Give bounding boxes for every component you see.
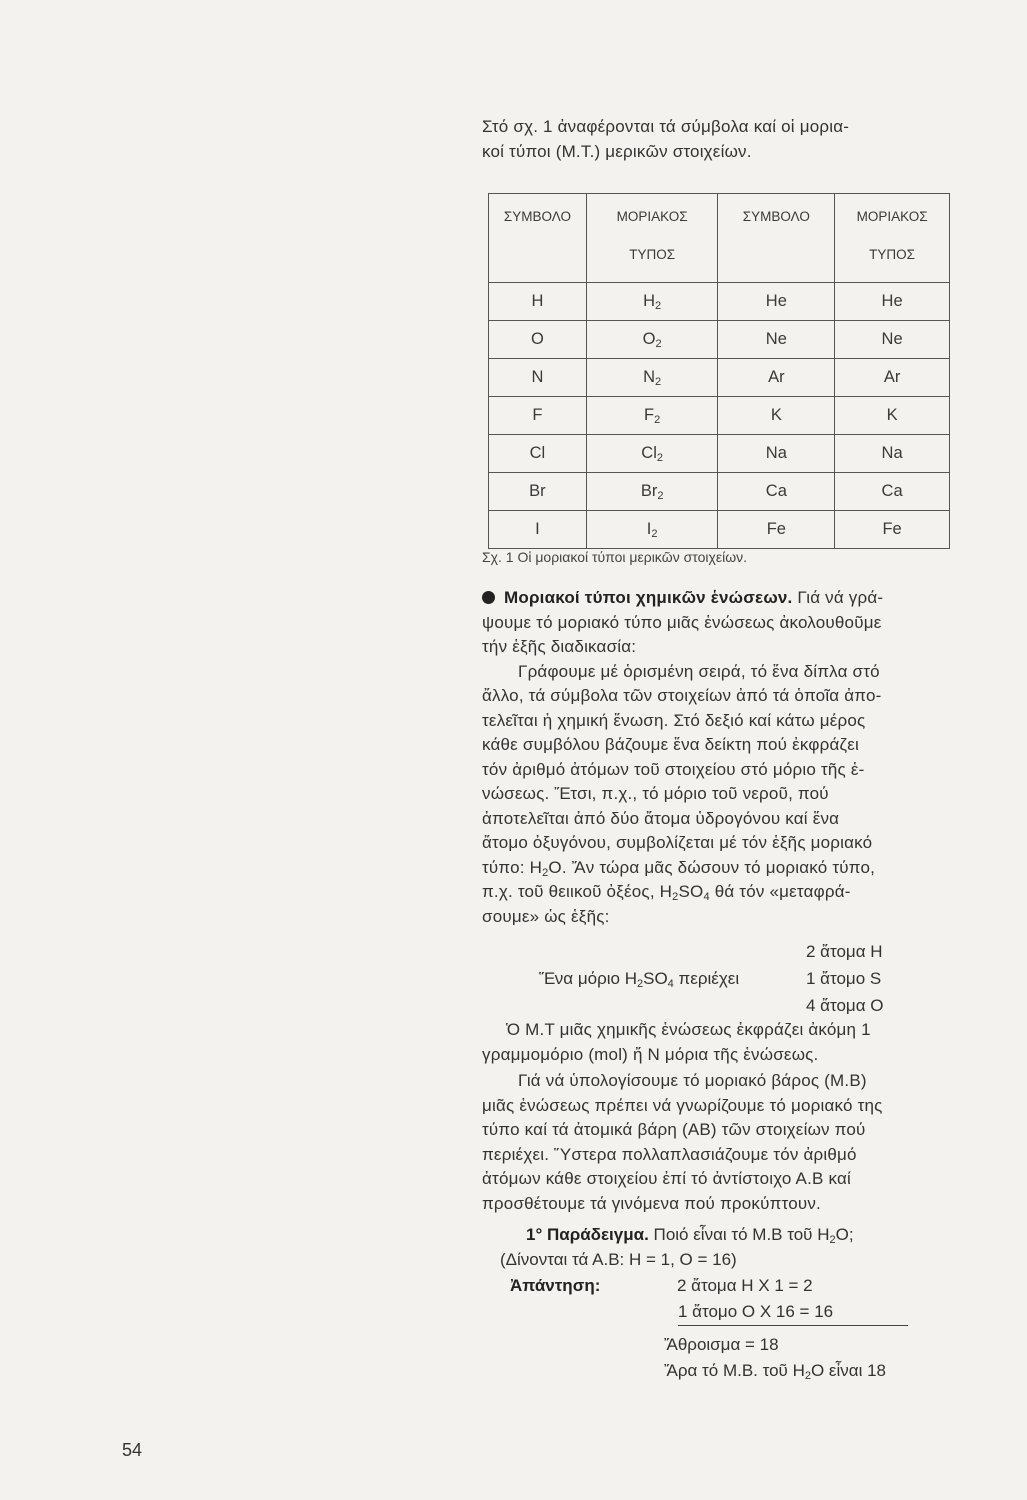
cell-symbol-2: K [718, 397, 835, 435]
cell-symbol-2: He [718, 283, 835, 321]
after-line: προσθέτουμε τά γινόμενα πού προκύπτουν. [482, 1193, 821, 1213]
atoms-lead: Ἕνα μόριο $H_2SO_4$ περιέχει [539, 969, 740, 990]
table-row [489, 359, 950, 397]
after-line: γραμμομόριο (mol) ἤ N μόρια τῆς ἑνώσεως. [482, 1044, 819, 1064]
calc-line-1: 2 ἄτομα H X 1 = 2 [677, 1276, 813, 1295]
after-line: μιᾶς ἑνώσεως πρέπει νά γνωρίζουμε τό μοριακό της [482, 1095, 883, 1115]
after-line: τύπο καί τά ἀτομικά βάρη (ΑΒ) τῶν στοιχείων πού [482, 1120, 866, 1139]
example-given: (Δίνονται τά Α.Β: H = 1, O = 16) [500, 1250, 737, 1269]
cell-formula: $Br_2$ [586, 473, 718, 511]
cell-formula: $N_2$ [586, 359, 718, 397]
cell-symbol-2: Na [718, 435, 835, 473]
table-row [489, 321, 950, 359]
elements-table [488, 193, 950, 549]
sum-rule [678, 1325, 908, 1326]
atoms-h: 2 ἄτομα H [806, 942, 883, 961]
intro-line-1: Στό σχ. 1 ἀναφέρονται τά σύμβολα καί οἱ μορια- [482, 117, 850, 136]
cell-symbol: Br [489, 473, 587, 511]
table-row [489, 473, 950, 511]
page-number: 54 [122, 1440, 143, 1460]
intro-line-2: κοί τύποι (Μ.Τ.) μερικῶν στοιχείων. [482, 141, 752, 161]
section-last-line: σουμε» ὡς ἑξῆς: [482, 906, 610, 926]
section-heading: Μοριακοί τύποι χημικῶν ἑνώσεων. [504, 588, 793, 607]
para-line: ἀποτελεῖται ἀπό δύο ἄτομα ὑδρογόνου καί ἕνα [482, 808, 840, 828]
para-line: τελεῖται ἡ χημική ἕνωση. Στό δεξιό καί κάτω μέρος [482, 710, 866, 730]
cell-formula-2: Fe [835, 511, 950, 549]
header-formula-1: ΜΟΡΙΑΚΟΣ ΤΥΠΟΣ [586, 194, 718, 283]
cell-formula: $H_2$ [586, 283, 718, 321]
cell-formula: $Cl_2$ [586, 435, 718, 473]
cell-symbol: N [489, 359, 587, 397]
atoms-s: 1 ἄτομο S [806, 969, 882, 988]
calc-line-2: 1 ἄτομο O X 16 = 16 [678, 1302, 834, 1321]
cell-formula-2: Ne [835, 321, 950, 359]
table-row [489, 435, 950, 473]
after-line: ἀτόμων κάθε στοιχείου ἐπί τό ἀντίστοιχο Α.Β καί [482, 1169, 851, 1188]
para-line: τόν ἀριθμό ἀτόμων τοῦ στοιχείου στό μόριο τῆς ἑ- [482, 759, 865, 779]
result-line: Ἄρα τό Μ.Β. τοῦ $H_2O$ εἶναι 18 [664, 1361, 887, 1382]
cell-symbol: O [489, 321, 587, 359]
cell-symbol-2: Ca [718, 473, 835, 511]
header-symbol-2: ΣΥΜΒΟΛΟ [718, 194, 835, 283]
cell-symbol-2: Ar [718, 359, 835, 397]
para-line: κάθε συμβόλου βάζουμε ἕνα δείκτη πού ἐκφράζει [482, 735, 859, 754]
after-paragraphs [482, 1018, 952, 1216]
cell-symbol-2: Ne [718, 321, 835, 359]
para-line: ἄλλο, τά σύμβολα τῶν στοιχείων ἀπό τά ὁποῖα ἀπο- [482, 686, 882, 705]
cell-formula: $F_2$ [586, 397, 718, 435]
table-row [489, 397, 950, 435]
cell-formula-2: Na [835, 435, 950, 473]
cell-formula-2: K [835, 397, 950, 435]
intro-paragraph [482, 115, 952, 164]
after-line: Ὁ Μ.Τ μιᾶς χημικῆς ἑνώσεως ἐκφράζει ἀκόμη 1 [506, 1020, 871, 1039]
para-line: ἄτομο ὀξυγόνου, συμβολίζεται μέ τόν ἑξῆς μοριακό [482, 833, 873, 852]
sum-line: Ἄθροισμα = 18 [664, 1335, 779, 1354]
cell-formula-2: He [835, 283, 950, 321]
section-heading-rest: Γιά νά γρά- [792, 588, 884, 607]
cell-symbol: I [489, 511, 587, 549]
section-molecular-formulas [482, 586, 952, 929]
header-formula-2: ΜΟΡΙΑΚΟΣ ΤΥΠΟΣ [835, 194, 950, 283]
table-row [489, 283, 950, 321]
para-line: νώσεως. Ἔτσι, π.χ., τό μόριο τοῦ νεροῦ, πού [482, 784, 829, 803]
atoms-o: 4 ἄτομα O [806, 996, 884, 1015]
cell-formula: $I_2$ [586, 511, 718, 549]
cell-formula-2: Ar [835, 359, 950, 397]
table-row [489, 511, 950, 549]
header-symbol-1: ΣΥΜΒΟΛΟ [489, 194, 587, 283]
para-line: Γράφουμε μέ ὁρισμένη σειρά, τό ἕνα δίπλα στό [518, 661, 880, 681]
cell-symbol: F [489, 397, 587, 435]
water-formula-line: τύπο: $H_2O$. Ἄν τώρα μᾶς δώσουν τό μοριακό τύπο, [482, 857, 876, 879]
after-line: περιέχει. Ὕστερα πολλαπλασιάζουμε τόν ἀριθμό [482, 1144, 857, 1164]
cell-symbol-2: Fe [718, 511, 835, 549]
acid-formula-line: π.χ. τοῦ θειικοῦ ὀξέος, $H_2SO_4$ θά τόν «μεταφρά- [482, 882, 851, 903]
example-question: 1° Παράδειγμα. Ποιό εἶναι τό Μ.Β τοῦ $H_2O$; [526, 1225, 854, 1246]
answer-label: Ἀπάντηση: [510, 1276, 601, 1295]
cell-symbol: Cl [489, 435, 587, 473]
cell-formula: $O_2$ [586, 321, 718, 359]
bullet-icon [482, 591, 495, 604]
section-line: τήν ἑξῆς διαδικασία: [482, 637, 637, 656]
cell-symbol: H [489, 283, 587, 321]
section-line: ψουμε τό μοριακό τύπο μιᾶς ἑνώσεως ἀκολουθοῦμε [482, 612, 882, 632]
table-caption: Σχ. 1 Οἱ μοριακοί τύποι μερικῶν στοιχείων. [482, 549, 748, 565]
cell-formula-2: Ca [835, 473, 950, 511]
after-line: Γιά νά ὑπολογίσουμε τό μοριακό βάρος (Μ.Β) [518, 1071, 867, 1090]
